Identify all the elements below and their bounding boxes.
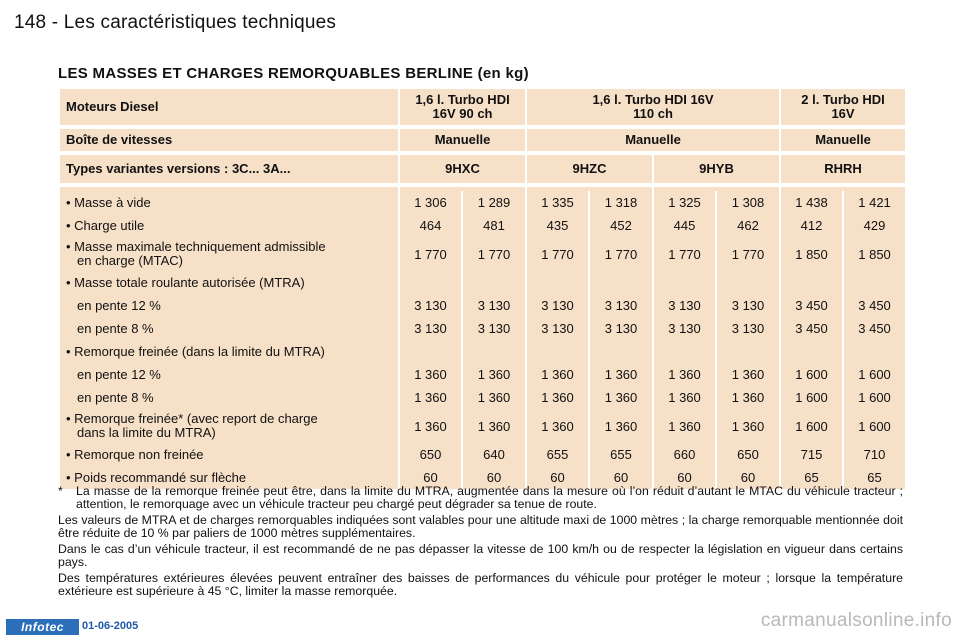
row-label — [60, 271, 398, 294]
cell: 650 — [717, 443, 779, 466]
gearbox-value: Manuelle — [400, 129, 525, 151]
cell: 3 130 — [654, 317, 715, 340]
cell: 3 130 — [654, 294, 715, 317]
cell: 3 450 — [781, 294, 842, 317]
engine-line1: 2 l. Turbo HDI — [801, 92, 885, 107]
cell: 1 600 — [781, 386, 842, 409]
cell: 3 130 — [400, 294, 461, 317]
cell: 1 306 — [400, 191, 461, 214]
cell: 60 — [717, 466, 779, 489]
section-title: LES MASSES ET CHARGES REMORQUABLES BERLINE (en kg) — [58, 65, 529, 82]
note-paragraph: Les valeurs de MTRA et de charges remorquables indiquées sont valables pour une altitude maxi de 1000 mètres ; la charge remorquable mentionnée doit être réduite de 10 % par paliers de 1000 mètres supplémentaires. — [58, 513, 903, 540]
cell: 1 600 — [781, 409, 842, 443]
row-label — [60, 340, 398, 363]
gearbox-row — [60, 129, 905, 151]
engine-header-cell — [527, 89, 779, 125]
cell: 60 — [400, 466, 461, 489]
table-row — [60, 294, 905, 317]
table-row — [60, 386, 905, 409]
type-code: 9HZC — [527, 155, 652, 183]
cell: 1 438 — [781, 191, 842, 214]
cell: 1 325 — [654, 191, 715, 214]
towing-specs-table — [58, 89, 903, 489]
row-label — [60, 237, 398, 271]
cell: 1 360 — [400, 363, 461, 386]
cell: 65 — [781, 466, 842, 489]
cell: 1 770 — [717, 237, 779, 271]
cell: 655 — [590, 443, 652, 466]
table-row — [60, 214, 905, 237]
cell: 1 360 — [527, 386, 588, 409]
table-row — [60, 409, 905, 443]
cell: 3 130 — [590, 317, 652, 340]
cell: 1 600 — [781, 363, 842, 386]
table-row — [60, 237, 905, 271]
cell: 660 — [654, 443, 715, 466]
row-label: en pente 12 % — [60, 363, 398, 386]
infotec-logo: Infotec — [6, 619, 79, 635]
cell: 1 335 — [527, 191, 588, 214]
cell: 481 — [463, 214, 525, 237]
cell: 3 130 — [717, 294, 779, 317]
cell: 1 308 — [717, 191, 779, 214]
cell: 3 130 — [527, 317, 588, 340]
type-code: 9HXC — [400, 155, 525, 183]
engine-label: Moteurs Diesel — [60, 89, 398, 125]
notes — [58, 485, 903, 598]
row-label-line2: dans la limite du MTRA) — [77, 425, 216, 440]
cell: 1 360 — [654, 409, 715, 443]
note-paragraph: Dans le cas d’un véhicule tracteur, il est recommandé de ne pas dépasser la vitesse de 100 km/h ou de respecter la législation en vigueur dans certains pays. — [58, 542, 903, 569]
cell: 1 360 — [717, 363, 779, 386]
cell: 1 770 — [400, 237, 461, 271]
gearbox-label: Boîte de vitesses — [60, 129, 398, 151]
cell: 65 — [844, 466, 905, 489]
table-row — [60, 363, 905, 386]
cell: 464 — [400, 214, 461, 237]
cell: 1 360 — [590, 363, 652, 386]
cell: 1 360 — [654, 386, 715, 409]
engine-line2: 110 ch — [633, 106, 673, 121]
cell: 3 450 — [844, 317, 905, 340]
cell: 1 850 — [844, 237, 905, 271]
engine-header-row — [60, 89, 905, 125]
type-code: 9HYB — [654, 155, 779, 183]
cell: 1 360 — [463, 409, 525, 443]
cell: 1 360 — [717, 386, 779, 409]
type-code: RHRH — [781, 155, 905, 183]
table-row — [60, 443, 905, 466]
row-label: en pente 8 % — [60, 386, 398, 409]
row-label-text: • Remorque freinée (dans la limite du MTRA) — [66, 344, 325, 359]
cell: 3 130 — [463, 294, 525, 317]
gearbox-value: Manuelle — [527, 129, 779, 151]
cell: 60 — [590, 466, 652, 489]
cell: 1 360 — [527, 409, 588, 443]
cell: 1 360 — [527, 363, 588, 386]
cell: 655 — [527, 443, 588, 466]
cell: 60 — [463, 466, 525, 489]
cell: 1 770 — [463, 237, 525, 271]
row-label-line2: en charge (MTAC) — [77, 253, 183, 268]
cell: 640 — [463, 443, 525, 466]
cell: 3 130 — [527, 294, 588, 317]
row-label: en pente 8 % — [60, 317, 398, 340]
cell: 1 360 — [590, 409, 652, 443]
engine-line1: 1,6 l. Turbo HDI — [415, 92, 510, 107]
cell: 60 — [654, 466, 715, 489]
row-label-text: • Masse à vide — [66, 195, 151, 210]
cell: 710 — [844, 443, 905, 466]
cell: 1 289 — [463, 191, 525, 214]
cell: 3 130 — [463, 317, 525, 340]
row-label-line1: • Masse maximale techniquement admissible — [66, 239, 326, 254]
cell: 1 360 — [400, 409, 461, 443]
row-label-text: • Charge utile — [66, 218, 144, 233]
cell: 1 600 — [844, 363, 905, 386]
engine-line2: 16V — [831, 106, 855, 121]
engine-line2: 16V 90 ch — [432, 106, 493, 121]
row-label — [60, 191, 398, 214]
row-label-text: • Poids recommandé sur flèche — [66, 470, 246, 485]
cell: 435 — [527, 214, 588, 237]
cell: 60 — [527, 466, 588, 489]
cell: 1 850 — [781, 237, 842, 271]
cell: 462 — [717, 214, 779, 237]
cell: 452 — [590, 214, 652, 237]
row-label-line1: • Remorque freinée* (avec report de charge — [66, 411, 318, 426]
cell: 1 421 — [844, 191, 905, 214]
cell: 1 360 — [654, 363, 715, 386]
cell: 1 360 — [717, 409, 779, 443]
cell: 429 — [844, 214, 905, 237]
page-title: 148 - Les caractéristiques techniques — [14, 12, 337, 33]
cell: 715 — [781, 443, 842, 466]
table-row — [60, 271, 905, 294]
watermark: carmanualsonline.info — [760, 610, 952, 631]
cell: 1 770 — [527, 237, 588, 271]
table-row — [60, 340, 905, 363]
cell: 3 450 — [844, 294, 905, 317]
cell: 1 770 — [590, 237, 652, 271]
footnote-mark: * — [58, 484, 63, 498]
footnote-text: La masse de la remorque freinée peut être, dans la limite du MTRA, augmentée dans la mesure où l’on réduit d’autant le MTAC du véhicule tracteur ; attention, le remorquage avec un véhicule tracteur peu chargé peut dégrader sa tenue de route. — [76, 484, 903, 511]
note-paragraph: Des températures extérieures élevées peuvent entraîner des baisses de performances du véhicule pour protéger le moteur ; lorsque la température extérieure est supérieure à 45 °C, limiter la masse remorquée. — [58, 571, 903, 598]
footnote — [58, 485, 903, 511]
cell: 1 360 — [463, 363, 525, 386]
engine-header-cell — [781, 89, 905, 125]
cell: 1 360 — [590, 386, 652, 409]
row-label-text: • Remorque non freinée — [66, 447, 204, 462]
engine-header-cell — [400, 89, 525, 125]
cell: 1 318 — [590, 191, 652, 214]
edition-date: 01-06-2005 — [82, 620, 139, 632]
cell: 412 — [781, 214, 842, 237]
cell: 1 360 — [400, 386, 461, 409]
table-row — [60, 317, 905, 340]
row-label — [60, 409, 398, 443]
row-label-text: • Masse totale roulante autorisée (MTRA) — [66, 275, 305, 290]
cell: 1 600 — [844, 409, 905, 443]
table-row — [60, 191, 905, 214]
cell: 3 130 — [717, 317, 779, 340]
row-label: en pente 12 % — [60, 294, 398, 317]
gearbox-value: Manuelle — [781, 129, 905, 151]
cell: 1 360 — [463, 386, 525, 409]
row-label — [60, 214, 398, 237]
types-label: Types variantes versions : 3C... 3A... — [60, 155, 398, 183]
cell: 1 600 — [844, 386, 905, 409]
types-row — [60, 155, 905, 183]
cell: 3 130 — [590, 294, 652, 317]
cell: 1 770 — [654, 237, 715, 271]
cell: 3 450 — [781, 317, 842, 340]
cell: 3 130 — [400, 317, 461, 340]
cell: 650 — [400, 443, 461, 466]
engine-line1: 1,6 l. Turbo HDI 16V — [592, 92, 714, 107]
row-label — [60, 443, 398, 466]
cell: 445 — [654, 214, 715, 237]
